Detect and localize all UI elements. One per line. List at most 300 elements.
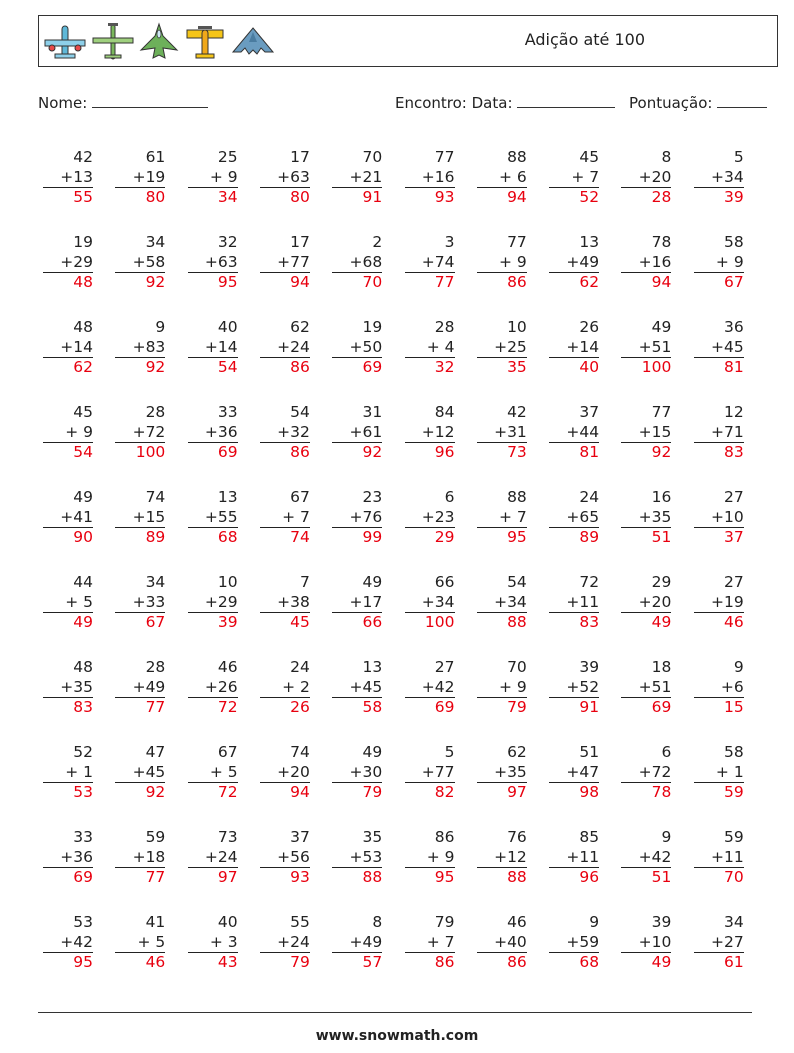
answer: 45	[260, 612, 310, 633]
second-addend: +34	[710, 167, 744, 186]
first-addend: 77	[434, 148, 455, 166]
first-addend: 35	[362, 828, 383, 846]
answer: 100	[115, 442, 165, 463]
first-addend: 34	[145, 573, 166, 591]
addition-problem	[115, 318, 165, 378]
addition-problem	[477, 743, 527, 803]
addition-problem	[115, 403, 165, 463]
second-addend: + 5	[65, 592, 93, 611]
addition-problem	[549, 403, 599, 463]
problem-row	[43, 913, 759, 973]
addition-problem	[477, 828, 527, 888]
addition-problem	[694, 403, 744, 463]
first-addend: 48	[73, 318, 93, 336]
addition-problem	[332, 743, 382, 803]
addition-problem	[115, 148, 165, 208]
answer: 91	[332, 187, 382, 208]
answer: 40	[549, 357, 599, 378]
second-addend: +10	[638, 932, 672, 951]
addition-problem	[260, 743, 310, 803]
second-addend: +83	[132, 337, 166, 356]
addition-problem	[260, 403, 310, 463]
addition-problem	[43, 658, 93, 718]
first-addend: 88	[507, 488, 527, 506]
answer: 68	[549, 952, 599, 973]
first-addend: 13	[579, 233, 600, 251]
answer: 54	[43, 442, 93, 463]
answer: 54	[188, 357, 238, 378]
answer: 66	[332, 612, 382, 633]
worksheet-title: Adição até 100	[524, 30, 645, 49]
first-addend: 33	[217, 403, 238, 421]
first-addend: 42	[507, 403, 527, 421]
first-addend: 17	[290, 233, 310, 251]
first-addend: 76	[507, 828, 527, 846]
addition-problem	[332, 233, 382, 293]
second-addend: + 4	[426, 337, 455, 356]
addition-problem	[188, 233, 238, 293]
addition-problem	[115, 233, 165, 293]
second-addend: +19	[132, 167, 166, 186]
first-addend: 61	[145, 148, 166, 166]
answer: 81	[549, 442, 599, 463]
second-addend: +63	[277, 167, 310, 186]
name-field	[38, 93, 208, 112]
second-addend: +29	[60, 252, 93, 271]
first-addend: 19	[362, 318, 383, 336]
second-addend: +40	[494, 932, 527, 951]
second-addend: + 7	[499, 507, 527, 526]
second-addend: +13	[60, 167, 93, 186]
second-addend: +19	[710, 592, 744, 611]
score-field	[629, 93, 767, 112]
answer: 80	[115, 187, 165, 208]
answer: 83	[694, 442, 744, 463]
first-addend: 9	[155, 318, 166, 336]
first-addend: 58	[723, 233, 744, 251]
addition-problem	[43, 743, 93, 803]
second-addend: +49	[132, 677, 166, 696]
addition-problem	[260, 828, 310, 888]
addition-problem	[188, 573, 238, 633]
addition-problem	[621, 828, 671, 888]
addition-problem	[694, 233, 744, 293]
second-addend: +11	[710, 847, 744, 866]
answer: 15	[694, 697, 744, 718]
header-box	[38, 15, 778, 67]
second-addend: + 9	[426, 847, 455, 866]
first-addend: 39	[579, 658, 600, 676]
addition-problem	[43, 148, 93, 208]
first-addend: 67	[217, 743, 238, 761]
first-addend: 46	[507, 913, 527, 931]
first-addend: 74	[290, 743, 310, 761]
answer: 86	[477, 272, 527, 293]
first-addend: 41	[145, 913, 166, 931]
answer: 100	[621, 357, 671, 378]
answer: 32	[405, 357, 455, 378]
addition-problem	[188, 913, 238, 973]
second-addend: +31	[494, 422, 527, 441]
first-addend: 46	[217, 658, 238, 676]
addition-problem	[549, 658, 599, 718]
second-addend: +51	[638, 337, 672, 356]
answer: 89	[549, 527, 599, 548]
answer: 95	[405, 867, 455, 888]
first-addend: 42	[73, 148, 93, 166]
addition-problem	[549, 743, 599, 803]
first-addend: 13	[362, 658, 383, 676]
addition-problem	[260, 233, 310, 293]
addition-problem	[549, 828, 599, 888]
first-addend: 7	[300, 573, 310, 591]
answer: 94	[260, 272, 310, 293]
answer: 81	[694, 357, 744, 378]
addition-problem	[43, 573, 93, 633]
second-addend: +47	[566, 762, 600, 781]
second-addend: +11	[566, 847, 600, 866]
first-addend: 3	[444, 233, 455, 251]
stealth-bomber-icon	[231, 22, 275, 62]
footer-divider	[38, 1012, 752, 1013]
second-addend: +38	[277, 592, 310, 611]
addition-problem	[477, 233, 527, 293]
addition-problem	[405, 743, 455, 803]
addition-problem	[332, 913, 382, 973]
first-addend: 34	[723, 913, 744, 931]
addition-problem	[43, 913, 93, 973]
answer: 94	[260, 782, 310, 803]
first-addend: 8	[372, 913, 383, 931]
addition-problem	[621, 658, 671, 718]
first-addend: 32	[217, 233, 238, 251]
second-addend: +14	[566, 337, 600, 356]
problem-row	[43, 658, 759, 718]
answer: 77	[405, 272, 455, 293]
addition-problem	[477, 148, 527, 208]
answer: 88	[477, 867, 527, 888]
answer: 53	[43, 782, 93, 803]
answer: 67	[694, 272, 744, 293]
first-addend: 28	[145, 403, 166, 421]
second-addend: +14	[60, 337, 93, 356]
addition-problem	[188, 148, 238, 208]
addition-problem	[260, 573, 310, 633]
answer: 51	[621, 527, 671, 548]
addition-problem	[477, 573, 527, 633]
answer: 28	[621, 187, 671, 208]
second-addend: +24	[204, 847, 238, 866]
answer: 79	[332, 782, 382, 803]
first-addend: 85	[579, 828, 600, 846]
second-addend: + 1	[715, 762, 744, 781]
addition-problem	[477, 403, 527, 463]
second-addend: +32	[277, 422, 310, 441]
second-addend: + 7	[426, 932, 455, 951]
addition-problem	[260, 318, 310, 378]
problem-row	[43, 743, 759, 803]
answer: 93	[260, 867, 310, 888]
second-addend: +25	[494, 337, 527, 356]
second-addend: +49	[349, 932, 383, 951]
answer: 96	[549, 867, 599, 888]
answer: 95	[43, 952, 93, 973]
addition-problem	[694, 658, 744, 718]
first-addend: 74	[145, 488, 166, 506]
second-addend: +72	[132, 422, 166, 441]
second-addend: +68	[349, 252, 383, 271]
first-addend: 48	[73, 658, 93, 676]
first-addend: 27	[723, 488, 744, 506]
answer: 39	[694, 187, 744, 208]
answer: 96	[405, 442, 455, 463]
addition-problem	[115, 828, 165, 888]
second-addend: +35	[494, 762, 527, 781]
second-addend: +52	[566, 677, 600, 696]
second-addend: +45	[132, 762, 166, 781]
addition-problem	[115, 743, 165, 803]
second-addend: + 1	[65, 762, 93, 781]
first-addend: 55	[290, 913, 310, 931]
problem-row	[43, 318, 759, 378]
addition-problem	[260, 488, 310, 548]
answer: 92	[621, 442, 671, 463]
first-addend: 34	[145, 233, 166, 251]
first-addend: 8	[661, 148, 672, 166]
addition-problem	[621, 573, 671, 633]
first-addend: 51	[579, 743, 600, 761]
answer: 74	[260, 527, 310, 548]
answer: 69	[332, 357, 382, 378]
first-addend: 9	[589, 913, 600, 931]
addition-problem	[477, 913, 527, 973]
addition-problem	[115, 488, 165, 548]
first-addend: 78	[651, 233, 672, 251]
addition-problem	[260, 913, 310, 973]
second-addend: +34	[421, 592, 455, 611]
answer: 80	[260, 187, 310, 208]
first-addend: 47	[145, 743, 166, 761]
first-addend: 79	[434, 913, 455, 931]
addition-problem	[405, 488, 455, 548]
first-addend: 24	[579, 488, 600, 506]
answer: 92	[332, 442, 382, 463]
addition-problem	[549, 573, 599, 633]
first-addend: 2	[372, 233, 383, 251]
answer: 43	[188, 952, 238, 973]
first-addend: 52	[73, 743, 93, 761]
answer: 88	[477, 612, 527, 633]
second-addend: +27	[710, 932, 744, 951]
first-addend: 9	[661, 828, 672, 846]
answer: 86	[260, 357, 310, 378]
first-addend: 70	[362, 148, 383, 166]
first-addend: 45	[579, 148, 600, 166]
addition-problem	[43, 403, 93, 463]
first-addend: 25	[217, 148, 238, 166]
first-addend: 10	[507, 318, 527, 336]
answer: 26	[260, 697, 310, 718]
answer: 94	[477, 187, 527, 208]
first-addend: 84	[434, 403, 455, 421]
addition-problem	[43, 488, 93, 548]
answer: 69	[43, 867, 93, 888]
answer: 97	[188, 867, 238, 888]
second-addend: +16	[421, 167, 455, 186]
second-addend: +10	[710, 507, 744, 526]
answer: 78	[621, 782, 671, 803]
answer: 82	[405, 782, 455, 803]
answer: 48	[43, 272, 93, 293]
date-blank	[517, 93, 615, 108]
second-addend: +42	[421, 677, 455, 696]
problem-row	[43, 828, 759, 888]
second-addend: +41	[60, 507, 93, 526]
answer: 49	[43, 612, 93, 633]
icon-strip	[43, 20, 275, 64]
second-addend: +51	[638, 677, 672, 696]
second-addend: +59	[566, 932, 600, 951]
addition-problem	[332, 403, 382, 463]
addition-problem	[188, 658, 238, 718]
addition-problem	[549, 233, 599, 293]
fighter-jet-icon	[139, 22, 179, 62]
addition-problem	[549, 488, 599, 548]
second-addend: +74	[421, 252, 455, 271]
addition-problem	[694, 743, 744, 803]
addition-problem	[694, 318, 744, 378]
second-addend: + 5	[209, 762, 238, 781]
addition-problem	[621, 743, 671, 803]
second-addend: +58	[132, 252, 166, 271]
second-addend: +20	[277, 762, 310, 781]
first-addend: 54	[290, 403, 310, 421]
second-addend: +24	[277, 337, 310, 356]
second-addend: + 9	[715, 252, 744, 271]
addition-problem	[332, 828, 382, 888]
second-addend: +16	[638, 252, 672, 271]
addition-problem	[549, 913, 599, 973]
answer: 77	[115, 697, 165, 718]
answer: 39	[188, 612, 238, 633]
first-addend: 18	[651, 658, 672, 676]
answer: 89	[115, 527, 165, 548]
second-addend: +71	[710, 422, 744, 441]
first-addend: 73	[217, 828, 238, 846]
answer: 49	[621, 612, 671, 633]
second-addend: +76	[349, 507, 383, 526]
addition-problem	[332, 318, 382, 378]
addition-problem	[621, 148, 671, 208]
answer: 94	[621, 272, 671, 293]
propeller-plane-icon	[91, 22, 135, 62]
first-addend: 28	[434, 318, 455, 336]
answer: 92	[115, 782, 165, 803]
second-addend: +14	[204, 337, 238, 356]
problem-row	[43, 488, 759, 548]
answer: 86	[405, 952, 455, 973]
first-addend: 59	[145, 828, 166, 846]
answer: 69	[188, 442, 238, 463]
addition-problem	[188, 318, 238, 378]
addition-problem	[621, 403, 671, 463]
addition-problem	[549, 148, 599, 208]
first-addend: 10	[217, 573, 238, 591]
answer: 77	[115, 867, 165, 888]
addition-problem	[332, 573, 382, 633]
addition-problem	[405, 573, 455, 633]
addition-problem	[477, 658, 527, 718]
second-addend: +29	[204, 592, 238, 611]
addition-problem	[43, 828, 93, 888]
answer: 93	[405, 187, 455, 208]
second-addend: +11	[566, 592, 600, 611]
second-addend: +77	[421, 762, 455, 781]
second-addend: +20	[638, 167, 672, 186]
second-addend: +12	[494, 847, 527, 866]
score-blank	[717, 93, 767, 108]
answer: 49	[621, 952, 671, 973]
first-addend: 9	[733, 658, 744, 676]
first-addend: 12	[723, 403, 744, 421]
first-addend: 86	[434, 828, 455, 846]
second-addend: +61	[349, 422, 383, 441]
second-addend: +24	[277, 932, 310, 951]
second-addend: +6	[720, 677, 744, 696]
first-addend: 70	[507, 658, 527, 676]
second-addend: +30	[349, 762, 383, 781]
second-addend: +55	[204, 507, 238, 526]
addition-problem	[405, 403, 455, 463]
first-addend: 49	[73, 488, 93, 506]
footer-site: www.snowmath.com	[315, 1028, 479, 1044]
answer: 70	[694, 867, 744, 888]
answer: 58	[332, 697, 382, 718]
second-addend: +44	[566, 422, 600, 441]
answer: 46	[694, 612, 744, 633]
second-addend: +26	[204, 677, 238, 696]
first-addend: 62	[290, 318, 310, 336]
first-addend: 77	[651, 403, 672, 421]
first-addend: 6	[444, 488, 455, 506]
first-addend: 27	[723, 573, 744, 591]
addition-problem	[694, 573, 744, 633]
addition-problem	[621, 488, 671, 548]
first-addend: 28	[145, 658, 166, 676]
biplane-icon	[183, 22, 227, 62]
second-addend: +65	[566, 507, 600, 526]
addition-problem	[405, 658, 455, 718]
first-addend: 49	[362, 743, 383, 761]
answer: 83	[549, 612, 599, 633]
first-addend: 33	[73, 828, 93, 846]
second-addend: +15	[638, 422, 672, 441]
answer: 98	[549, 782, 599, 803]
first-addend: 72	[579, 573, 600, 591]
first-addend: 58	[723, 743, 744, 761]
second-addend: +36	[204, 422, 238, 441]
answer: 97	[477, 782, 527, 803]
first-addend: 6	[661, 743, 672, 761]
first-addend: 19	[73, 233, 93, 251]
first-addend: 24	[290, 658, 310, 676]
first-addend: 31	[362, 403, 383, 421]
problem-row	[43, 403, 759, 463]
addition-problem	[549, 318, 599, 378]
answer: 62	[549, 272, 599, 293]
name-label: Nome:	[38, 94, 88, 112]
answer: 69	[621, 697, 671, 718]
